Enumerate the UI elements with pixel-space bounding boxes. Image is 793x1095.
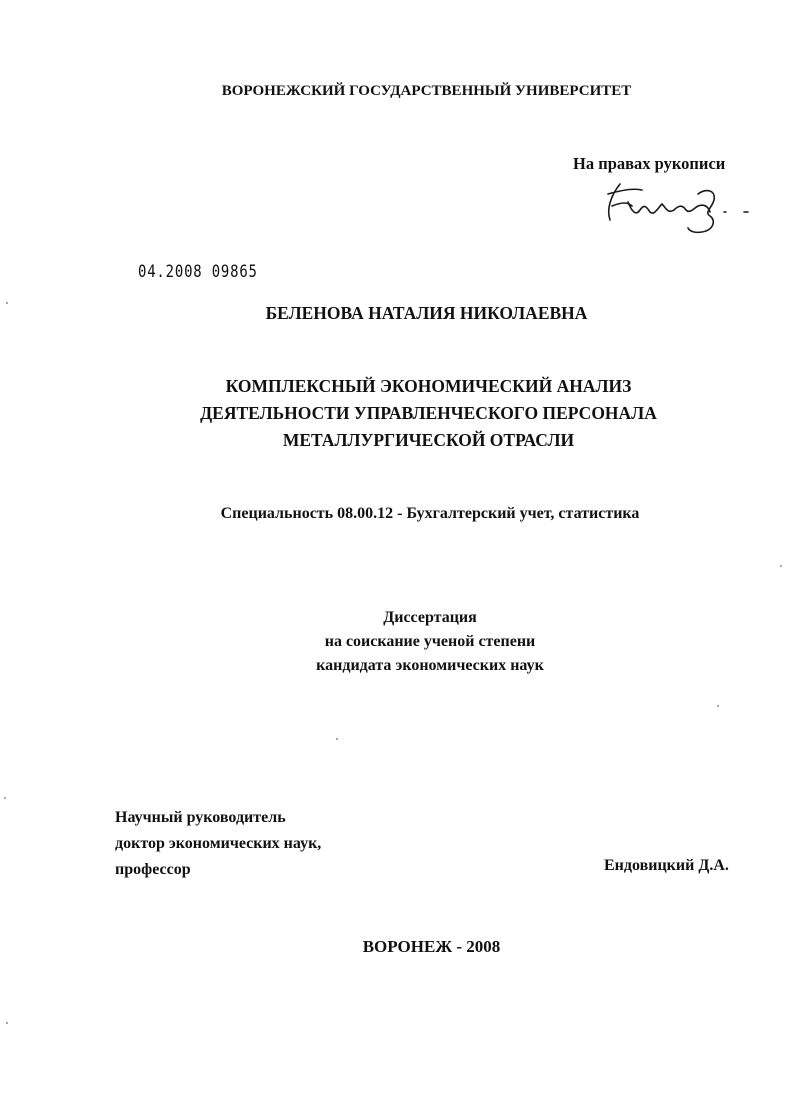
author-name: БЕЛЕНОВА НАТАЛИЯ НИКОЛАЕВНА bbox=[265, 303, 588, 323]
scan-speck bbox=[6, 302, 8, 304]
manuscript-note: На правах рукописи bbox=[573, 154, 726, 173]
scan-speck bbox=[780, 565, 782, 567]
supervisor-block bbox=[115, 805, 321, 883]
scan-speck bbox=[4, 797, 6, 799]
scan-speck bbox=[6, 1022, 8, 1024]
title-line: МЕТАЛЛУРГИЧЕСКОЙ ОТРАСЛИ bbox=[282, 430, 575, 450]
degree-line: на соискание ученой степени bbox=[324, 633, 536, 650]
university-name: ВОРОНЕЖСКИЙ ГОСУДАРСТВЕННЫЙ УНИВЕРСИТЕТ bbox=[221, 83, 632, 99]
supervisor-name: Ендовицкий Д.А. bbox=[604, 857, 729, 874]
degree-line: Диссертация bbox=[383, 609, 477, 626]
signature-icon bbox=[598, 172, 768, 247]
title-line: КОМПЛЕКСНЫЙ ЭКОНОМИЧЕСКИЙ АНАЛИЗ bbox=[225, 376, 632, 396]
scan-speck bbox=[717, 705, 719, 707]
supervisor-line: профессор bbox=[115, 861, 191, 878]
supervisor-line: Научный руководитель bbox=[115, 809, 286, 826]
registration-number: 04.2008 09865 bbox=[138, 262, 258, 282]
title-line: ДЕЯТЕЛЬНОСТИ УПРАВЛЕНЧЕСКОГО ПЕРСОНАЛА bbox=[200, 403, 657, 423]
dissertation-title bbox=[0, 373, 793, 454]
degree-line: кандидата экономических наук bbox=[316, 657, 544, 674]
supervisor-line: доктор экономических наук, bbox=[115, 835, 322, 852]
scan-speck bbox=[336, 738, 338, 740]
city-year: ВОРОНЕЖ - 2008 bbox=[362, 937, 501, 956]
degree-statement bbox=[0, 606, 793, 678]
specialty: Специальность 08.00.12 - Бухгалтерский учет, статистика bbox=[220, 505, 640, 522]
